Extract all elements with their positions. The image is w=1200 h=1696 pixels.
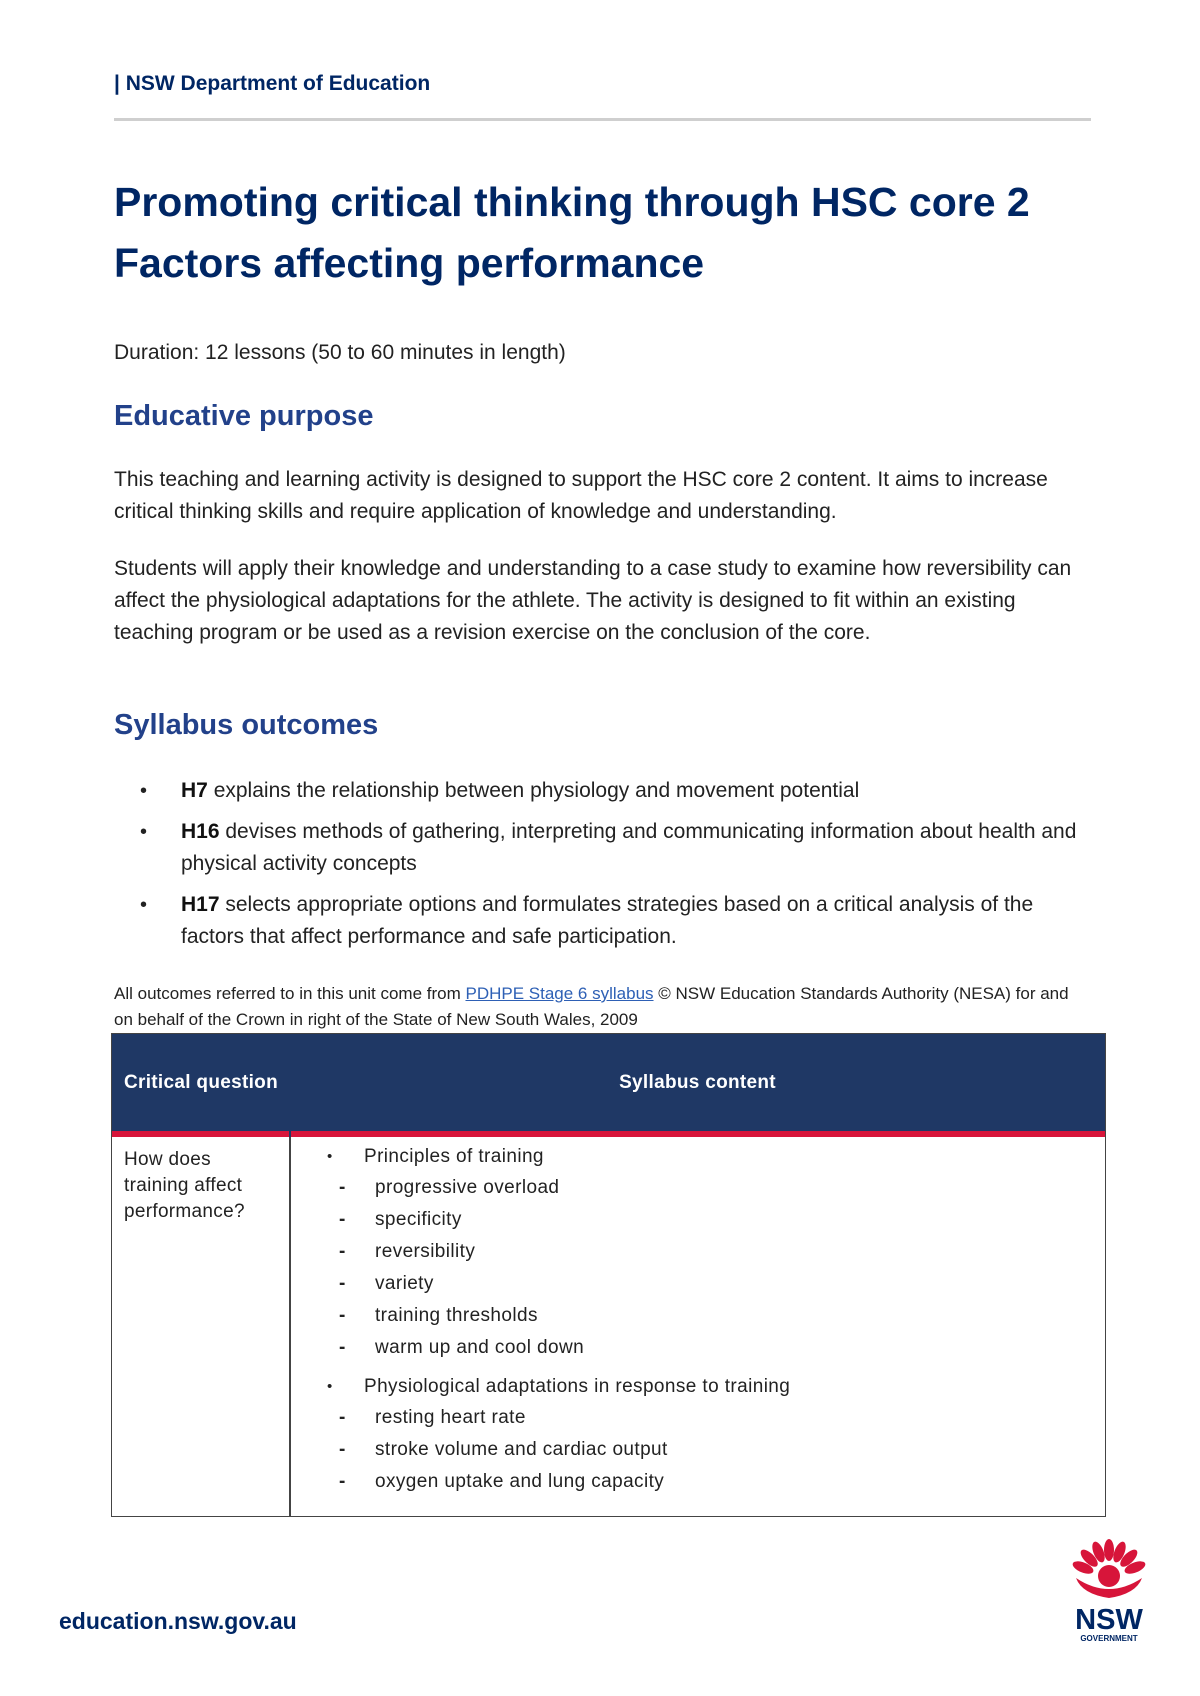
bullet-icon: • xyxy=(327,1378,333,1395)
outcome-code: H17 xyxy=(181,893,220,916)
pdhpe-syllabus-link[interactable]: PDHPE Stage 6 syllabus xyxy=(465,984,654,1003)
topic-label: Principles of training xyxy=(364,1146,544,1167)
topic-item xyxy=(327,1372,1087,1402)
logo-subtext: GOVERNMENT xyxy=(1080,1634,1138,1643)
subtopic-list xyxy=(327,1402,1087,1498)
syllabus-outcomes-heading: Syllabus outcomes xyxy=(114,709,379,741)
dash-marker: - xyxy=(339,1305,346,1326)
subtopic-item xyxy=(290,1172,1050,1204)
subtopic-label: oxygen uptake and lung capacity xyxy=(375,1471,665,1492)
subtopic-label: training thresholds xyxy=(375,1305,538,1326)
nsw-government-logo xyxy=(1066,1538,1152,1646)
header-syllabus-content: Syllabus content xyxy=(619,1071,776,1093)
footer-website-url: education.nsw.gov.au xyxy=(59,1608,297,1634)
subtopic-item xyxy=(290,1268,1050,1300)
header-critical-question: Critical question xyxy=(124,1071,278,1093)
bullet-icon: • xyxy=(327,1148,333,1165)
header-divider xyxy=(114,118,1091,121)
outcome-item xyxy=(140,816,1100,880)
purpose-paragraph: This teaching and learning activity is designed to support the HSC core 2 content. It aims to increase critical thinking skills and require application of knowledge and understanding. xyxy=(114,468,1048,523)
dash-marker: - xyxy=(339,1209,346,1230)
subtopic-label: reversibility xyxy=(375,1241,476,1262)
header-department-label: | NSW Department of Education xyxy=(114,72,431,95)
subtopic-label: progressive overload xyxy=(375,1177,560,1198)
outcome-item xyxy=(140,775,1100,807)
attribution-note xyxy=(114,981,1074,1033)
topic-label: Physiological adaptations in response to training xyxy=(364,1376,791,1397)
dash-marker: - xyxy=(339,1273,346,1294)
subtopic-label: resting heart rate xyxy=(375,1407,526,1428)
table-header-accent-rule xyxy=(112,1131,1105,1137)
dash-marker: - xyxy=(339,1407,346,1428)
subtopic-item xyxy=(290,1466,1050,1498)
subtopic-item xyxy=(290,1434,1050,1466)
outcome-code: H7 xyxy=(181,779,208,802)
outcome-item xyxy=(140,889,1100,953)
outcome-text: selects appropriate options and formulates strategies based on a critical analysis of the factors that affect performance and safe participation. xyxy=(181,893,1034,948)
duration-text: Duration: 12 lessons (50 to 60 minutes in length) xyxy=(114,341,566,364)
dash-marker: - xyxy=(339,1471,346,1492)
page-title: Promoting critical thinking through HSC core 2 Factors affecting performance xyxy=(114,179,1030,286)
outcomes-list xyxy=(140,775,1100,962)
purpose-paragraph: Students will apply their knowledge and understanding to a case study to examine how reversibility can affect the physiological adaptations for the athlete. The activity is designed to fit within an existing teaching program or be used as a revision exercise on the conclusion of the core. xyxy=(114,557,1072,644)
dash-marker: - xyxy=(339,1337,346,1358)
subtopic-item xyxy=(290,1204,1050,1236)
subtopic-item xyxy=(290,1300,1050,1332)
subtopic-label: specificity xyxy=(375,1209,462,1230)
educative-purpose-heading: Educative purpose xyxy=(114,400,374,432)
logo-wordmark: NSW xyxy=(1075,1604,1143,1636)
subtopic-label: variety xyxy=(375,1273,434,1294)
subtopic-label: warm up and cool down xyxy=(375,1337,585,1358)
attribution-text: All outcomes referred to in this unit come from xyxy=(114,984,466,1003)
dash-marker: - xyxy=(339,1241,346,1262)
topic-item xyxy=(327,1142,1087,1172)
subtopic-item xyxy=(290,1332,1050,1364)
subtopic-item xyxy=(290,1402,1050,1434)
outcome-text: devises methods of gathering, interpreting and communicating information about health and physical activity concepts xyxy=(181,820,1077,875)
bullet-icon: • xyxy=(140,780,148,802)
subtopic-list xyxy=(327,1172,1087,1364)
attribution-text: © NSW Education Standards Authority (NESA) for and on behalf of the Crown in right of the State of New South Wales, 2009 xyxy=(114,984,1069,1029)
outcome-code: H16 xyxy=(181,820,220,843)
bullet-icon: • xyxy=(140,821,148,843)
dash-marker: - xyxy=(339,1439,346,1460)
bullet-icon: • xyxy=(140,894,148,916)
outcome-text: explains the relationship between physiology and movement potential xyxy=(207,779,860,802)
subtopic-item xyxy=(290,1236,1050,1268)
subtopic-label: stroke volume and cardiac output xyxy=(375,1439,668,1460)
syllabus-content-cell xyxy=(327,1142,1087,1506)
critical-question-cell: How does training affect performance? xyxy=(124,1149,245,1222)
dash-marker: - xyxy=(339,1177,346,1198)
syllabus-content-table xyxy=(111,1033,1106,1517)
